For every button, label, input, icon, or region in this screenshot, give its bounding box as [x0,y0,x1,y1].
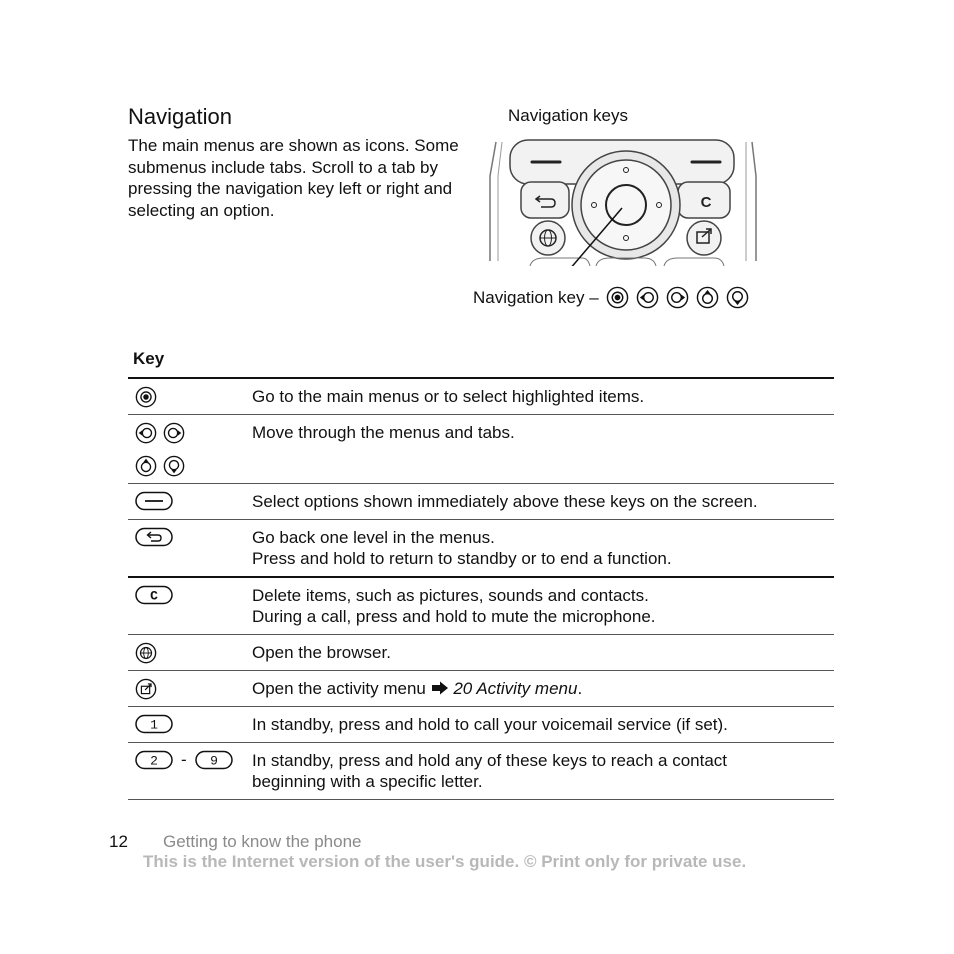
row-description-suffix: . [577,679,583,698]
selection-key-icon [135,491,173,511]
table-row [128,635,834,671]
row-description: In standby, press and hold to call your voicemail service (if set). [252,715,728,734]
phone-keypad-illustration [484,136,766,266]
row-description: Move through the menus and tabs. [252,423,515,442]
activity-key-icon [135,678,157,700]
center-select-icon [135,386,157,408]
page-heading: Navigation [128,104,232,129]
clear-key-label: C [150,588,158,604]
table-row [128,379,834,415]
cross-reference-arrow-icon [431,681,449,695]
nav-key-legend [473,286,749,309]
row-description-line: Delete items, such as pictures, sounds and contacts. [252,586,649,605]
row-description [252,520,834,576]
key-2-icon [135,750,173,770]
key-range-separator: - [181,750,187,769]
nav-right-icon [163,422,185,444]
activity-menu-link[interactable]: 20 Activity menu [453,679,578,698]
section-title: Getting to know the phone [163,832,362,851]
row-description-line: beginning with a specific letter. [252,772,483,791]
row-description-line: In standby, press and hold any of these keys to reach a contact [252,751,728,770]
table-row [128,484,834,520]
nav-right-icon [666,286,689,309]
nav-up-icon [696,286,719,309]
row-description: Select options shown immediately above these keys on the screen. [252,492,758,511]
nav-up-icon [135,455,157,477]
browser-key-icon [135,642,157,664]
nav-key-label: Navigation key – [473,287,599,307]
row-description-line: Go back one level in the menus. [252,528,495,547]
row-description [252,743,834,799]
nav-left-icon [636,286,659,309]
table-row [128,520,834,578]
nav-left-icon [135,422,157,444]
key-1-label: 1 [150,717,158,733]
table-row [128,707,834,743]
table-row [128,415,834,484]
table-row [128,671,834,707]
center-select-icon [606,286,629,309]
table-row [128,743,834,800]
key-1-icon [135,714,173,734]
back-key-icon [135,527,173,547]
row-description [252,578,834,634]
key-9-icon [195,750,233,770]
row-description [252,671,834,706]
svg-text:C: C [700,194,712,211]
row-description: Open the browser. [252,643,391,662]
table-row [128,578,834,635]
row-description-text: Open the activity menu [252,679,426,698]
key-9-label: 9 [209,753,218,769]
figure-caption: Navigation keys [508,106,629,125]
key-2-label: 2 [150,753,158,769]
row-description-line: Press and hold to return to standby or to end a function. [252,549,672,568]
row-description-line: During a call, press and hold to mute the microphone. [252,607,656,626]
intro-paragraph: The main menus are shown as icons. Some submenus include tabs. Scroll to a tab by pressing the navigation key left or right and selecting an option. [128,136,459,220]
nav-down-icon [726,286,749,309]
clear-key-icon [135,585,173,605]
page-number: 12 [109,832,128,851]
row-description: Go to the main menus or to select highlighted items. [252,387,645,406]
nav-down-icon [163,455,185,477]
key-table [128,377,834,800]
key-table-heading: Key [133,349,165,368]
internet-version-notice: This is the Internet version of the user's guide. © Print only for private use. [143,852,747,871]
